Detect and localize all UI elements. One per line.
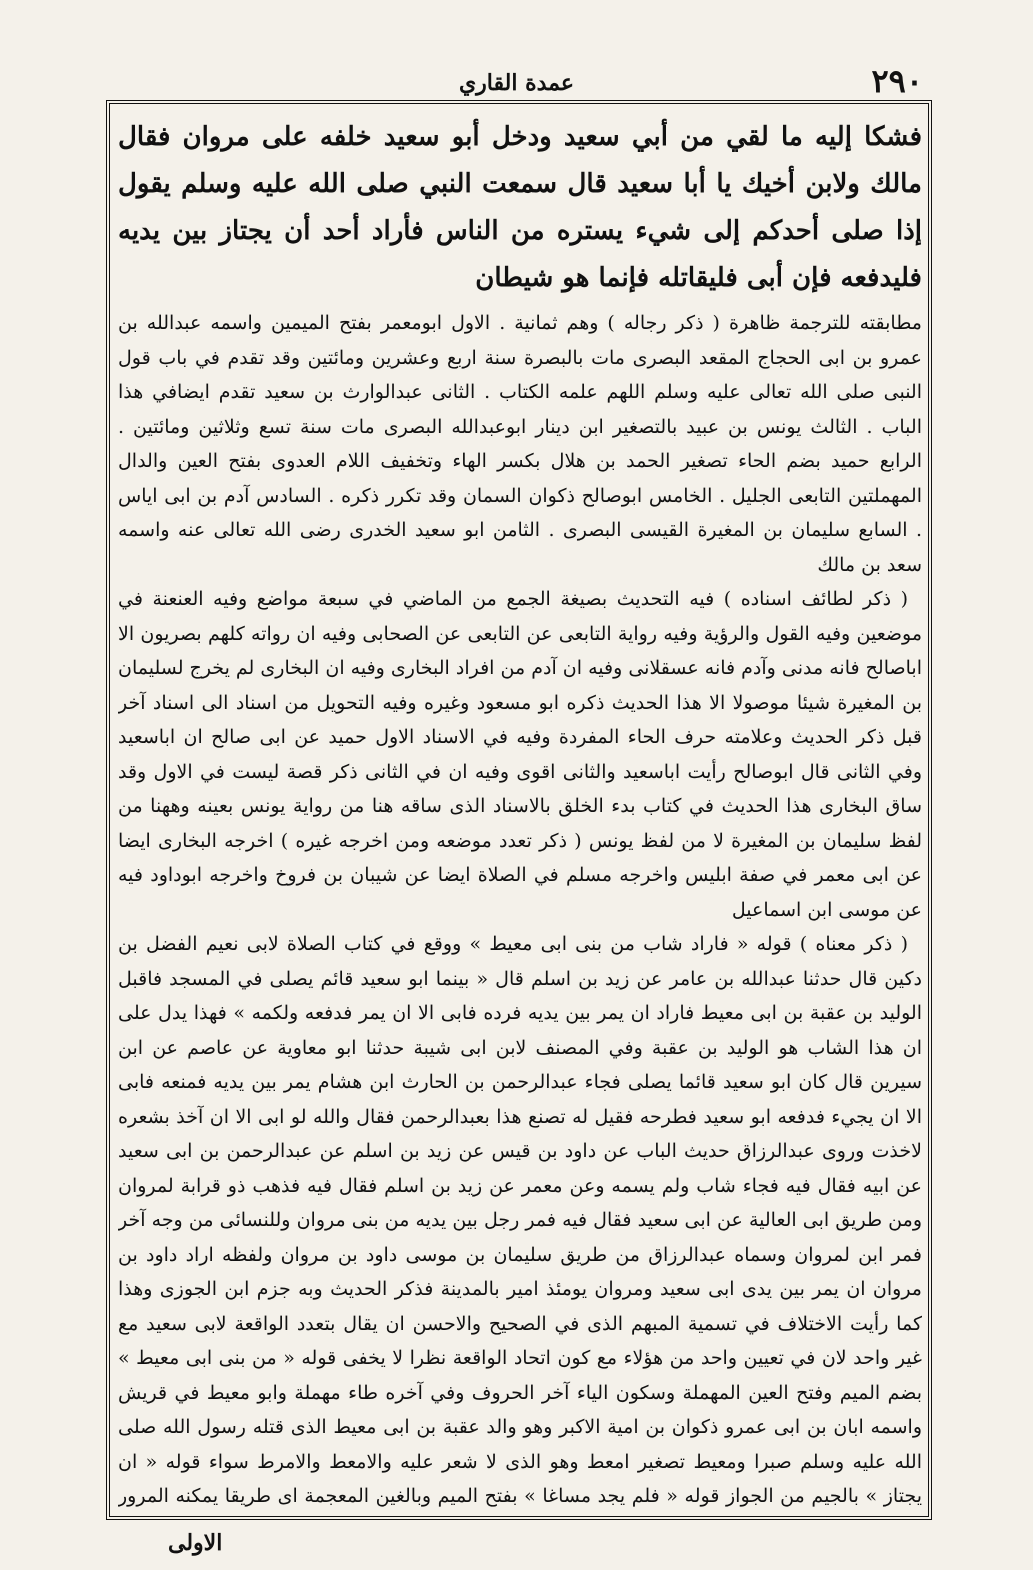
commentary-maana: ( ذكر معناه ) قوله « فاراد شاب من بنى ابى معيط » ووقع في كتاب الصلاة لابى نعيم الفضل بن دكين قال حدثنا عبدالله بن عامر عن زيد بن اسلم قال « بينما ابو سعيد قائم يصلى في المسجد فاقبل الوليد بن عقبة بن ابى معيط فاراد ان يمر بين يديه فرده فابى الا ان يمر فدفعه ولكمه » فهذا يدل على ان هذا الشاب هو الوليد بن عقبة وفي المصنف لابن ابى شيبة حدثنا ابو معاوية عن عاصم عن ابن سيرين قال كان ابو سعيد قائما يصلى فجاء عبدالرحمن بن الحارث ابن هشام يمر بين يديه فمنعه فابى الا ان يجيء فدفعه ابو سعيد فطرحه فقيل له تصنع هذا بعبدالرحمن فقال والله لو ابى الا ان آخذ بشعره لاخذت وروى عبدالرزاق حديث الباب عن داود بن قيس عن زيد بن اسلم عن عبدالرحمن بن ابى سعيد عن ابيه فقال فيه فجاء شاب ولم يسمه وعن معمر عن زيد بن اسلم فقال فيه فذهب ذو قرابة لمروان ومن طريق ابى العالية عن ابى سعيد فقال فيه فمر رجل بين يديه من بنى مروان وللنسائى من وجه آخر فمر ابن لمروان وسماه عبدالرزاق من طريق سليمان بن موسى داود بن مروان ولفظه اراد داود بن مروان ان يمر بين يدى ابى سعيد ومروان يومئذ امير بالمدينة فذكر الحديث وبه جزم ابن الجوزى وهذا كما رأيت الاختلاف في تسمية المبهم الذى في الصحيح والاحسن ان يقال بتعدد الواقعة لابى سعيد مع غير واحد لان في تعيين واحد من هؤلاء مع كون اتحاد الواقعة نظرا لا يخفى قوله « من بنى ابى معيط » بضم الميم وفتح العين المهملة وسكون الياء آخر الحروف وفي آخره طاء مهملة وابو معيط في قريش واسمه ابان بن ابى عمرو ذكوان بن امية الاكبر وهو والد عقبة بن ابى معيط الذى قتله رسول الله صلى الله عليه وسلم صبرا ومعيط تصغير امعط وهو الذى لا شعر عليه والامعط والامرط سواء قوله « ان يجتاز » بالجيم من الجواز قوله « فلم يجد مساغا » بفتح الميم وبالغين المعجمة اى طريقا يمكنه المرور: [118, 933, 922, 1507]
hadith-text: فشكا إليه ما لقي من أبي سعيد ودخل أبو سعيد خلفه على مروان فقال مالك ولابن أخيك يا أبا سعيد قال سمعت النبي صلى الله عليه وسلم يقول إذا صلى أحدكم إلى شيء يستره من الناس فأراد أحد أن يجتاز بين يديه فليدفعه فإن أبى فليقاتله فإنما هو شيطان: [118, 122, 922, 293]
commentary-rijal: مطابقته للترجمة ظاهرة ( ذكر رجاله ) وهم ثمانية . الاول ابومعمر بفتح الميمين واسمه عبدالله بن عمرو بن ابى الحجاج المقعد البصرى مات بالبصرة سنة اربع وعشرين ومائتين وقد تقدم في باب قول النبى صلى الله تعالى عليه وسلم اللهم علمه الكتاب . الثانى عبدالوارث بن سعيد تقدم ايضافي هذا الباب . الثالث يونس بن عبيد بالتصغير ابن دينار ابوعبدالله البصرى مات سنة تسع وثلاثين ومائتين . الرابع حميد بضم الحاء تصغير الحمد بن هلال بكسر الهاء وتخفيف اللام العدوى بفتح العين والدال المهملتين التابعى الجليل . الخامس ابوصالح ذكوان السمان وقد تكرر ذكره . السادس آدم بن ابى اياس . السابع سليمان بن المغيرة القيسى البصرى . الثامن ابو سعيد الخدرى رضى الله تعالى عنه واسمه سعد بن مالك: [118, 312, 922, 576]
commentary-lataif: ( ذكر لطائف اسناده ) فيه التحديث بصيغة الجمع من الماضي في سبعة مواضع وفيه العنعنة في موضعين وفيه القول والرؤية وفيه رواية التابعى عن التابعى عن الصحابى وفيه ان رواته كلهم بصريون الا اباصالح فانه مدنى وآدم فانه عسقلانى وفيه ان آدم من افراد البخارى وفيه ان البخارى لم يخرج لسليمان بن المغيرة شيئا موصولا الا هذا الحديث ذكره ابو مسعود وغيره وفيه التحويل من اسناد الى اسناد آخر قبل ذكر الحديث وعلامته حرف الحاء المفردة وفيه في الاسناد الاول حميد عن ابى صالح ان اباسعيد وفي الثانى قال ابوصالح رأيت اباسعيد والثانى اقوى وفيه ان في الثانى ذكر قصة ليست في الاول وقد ساق البخارى هذا الحديث في كتاب بدء الخلق بالاسناد الذى ساقه هنا من رواية يونس بعينه وههنا من لفظ سليمان بن المغيرة لا من لفظ يونس ( ذكر تعدد موضعه ومن اخرجه غيره ) اخرجه البخارى ايضا عن ابى معمر في صفة ابليس واخرجه مسلم في الصلاة ايضا عن شيبان بن فروخ واخرجه ابوداود فيه عن موسى ابن اسماعيل: [118, 588, 922, 921]
catch-word: الاولى: [168, 1530, 223, 1556]
book-title: عمدة القاري: [458, 70, 575, 96]
main-text: [118, 114, 922, 1514]
page-header: [0, 60, 1033, 100]
page-number: ٢٩٠: [871, 62, 923, 100]
